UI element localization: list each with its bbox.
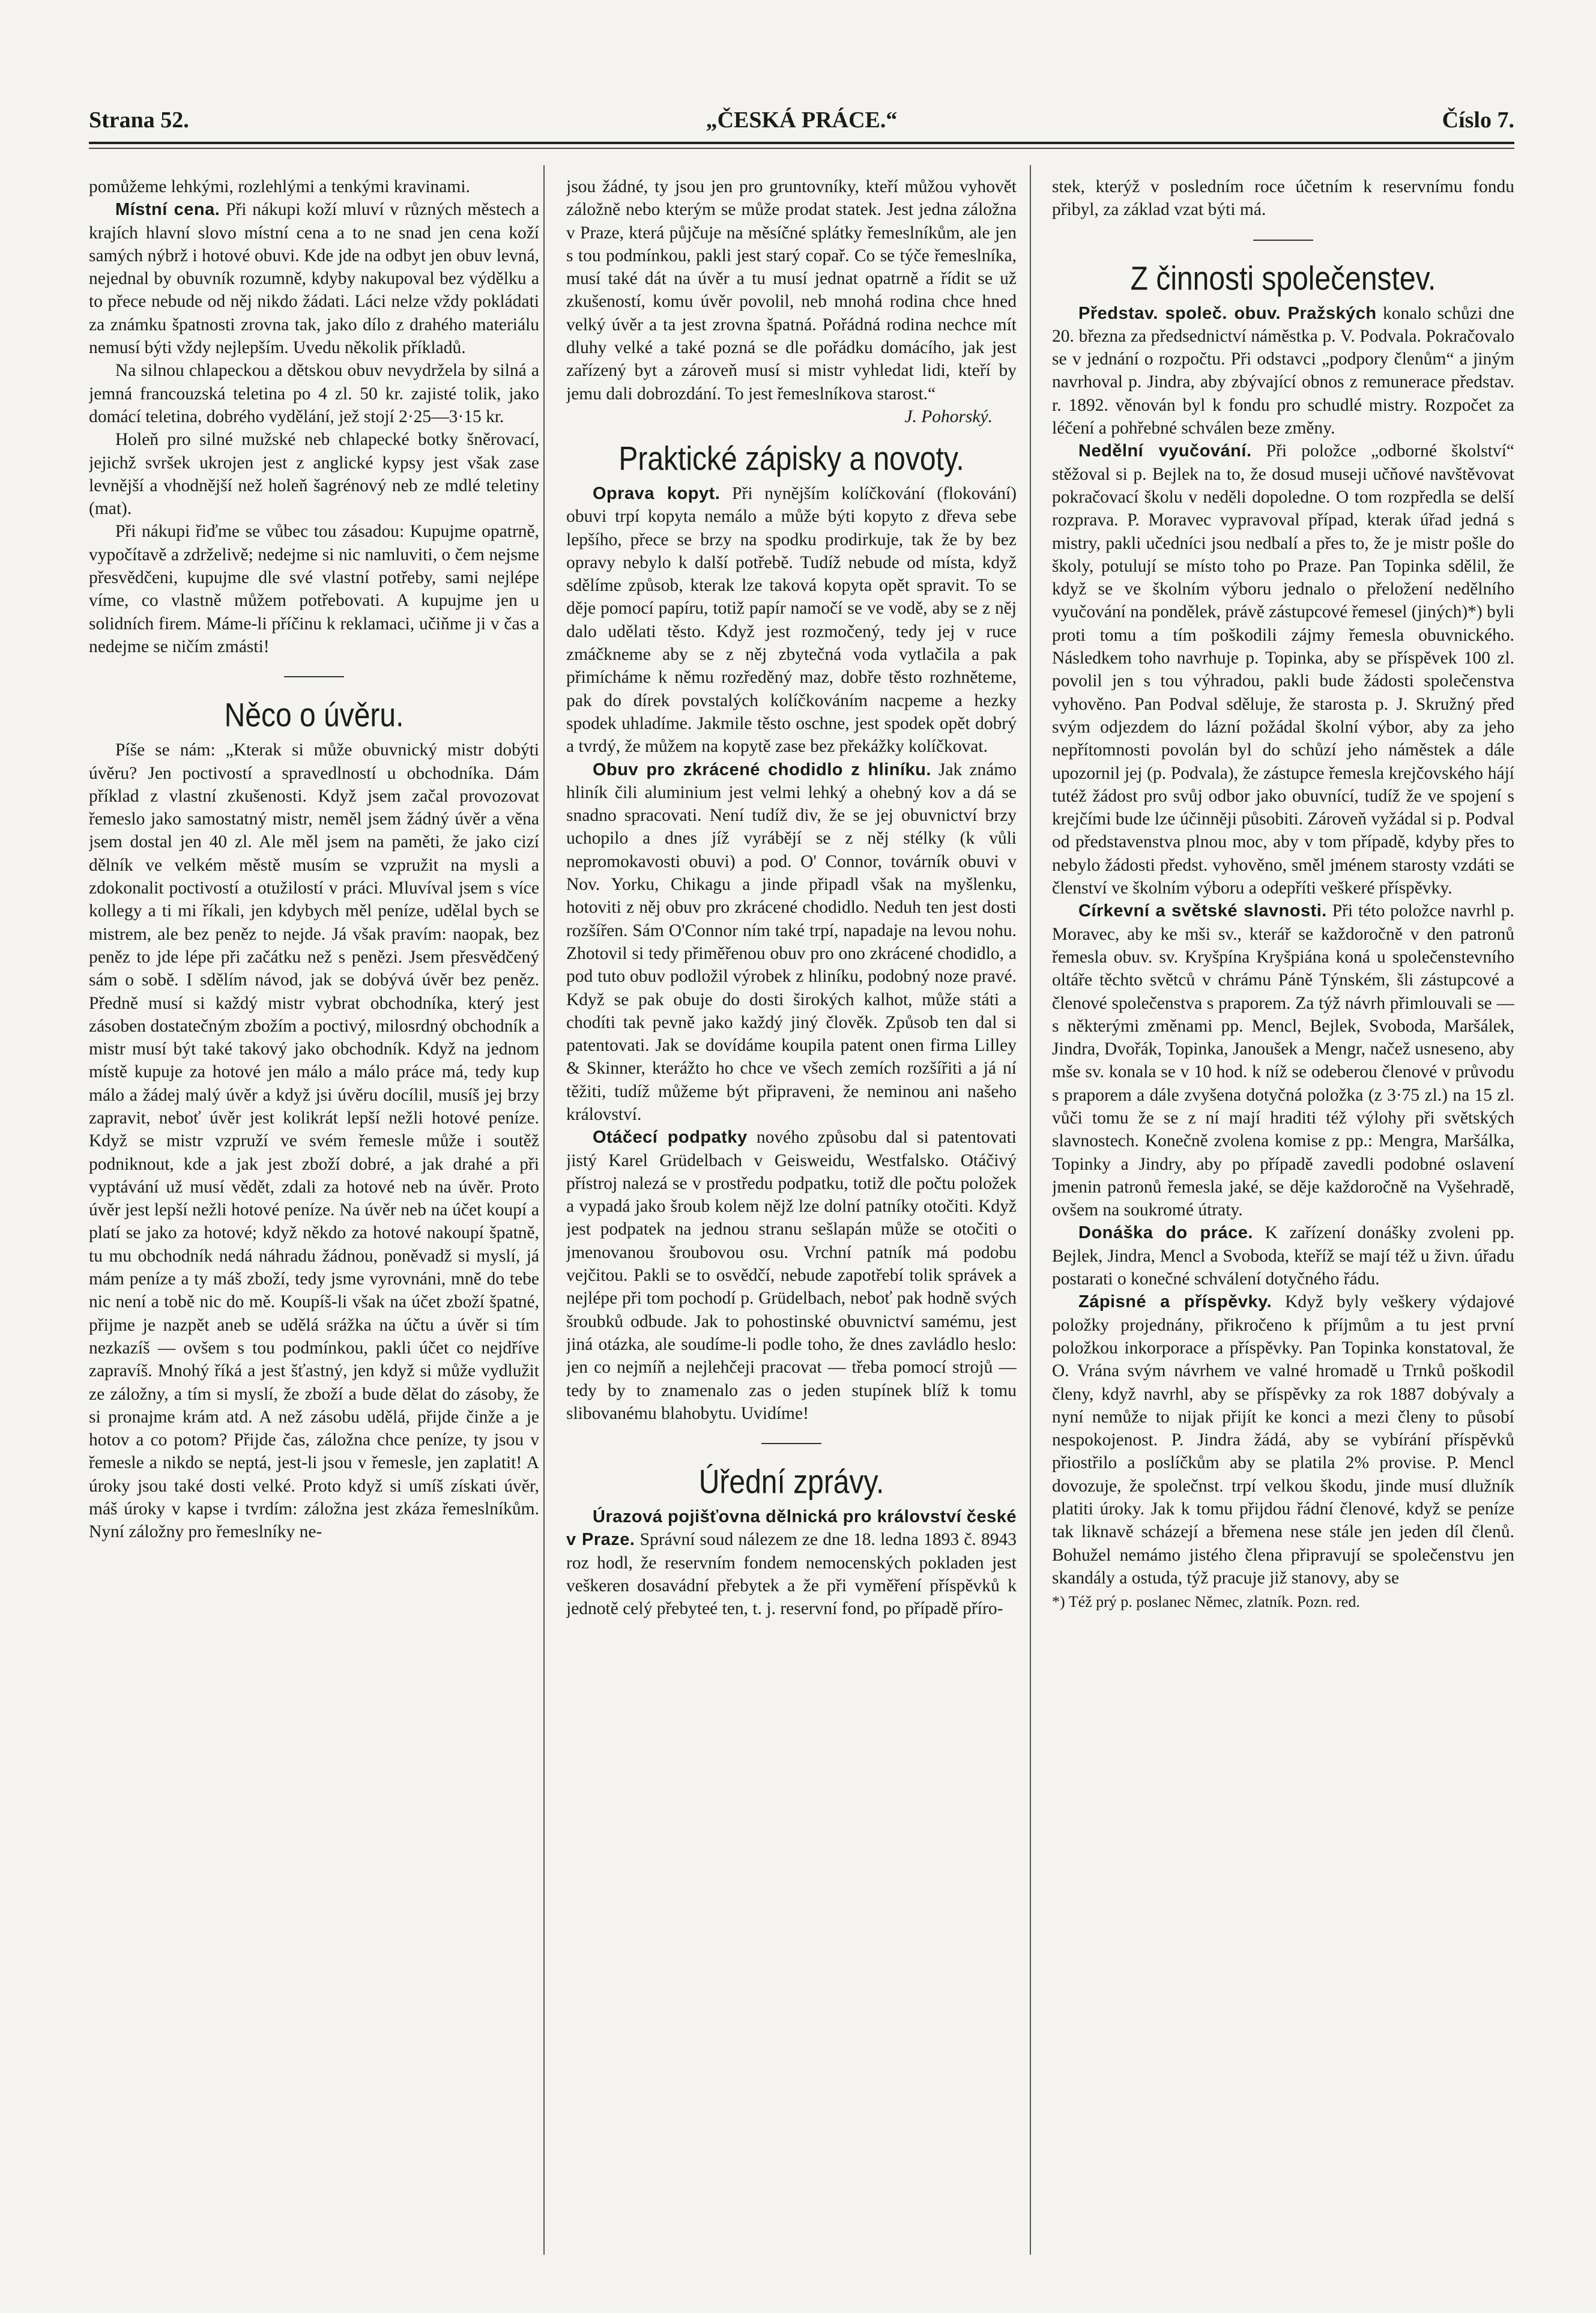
- paragraph-predstav: [1052, 302, 1514, 440]
- run-in-heading: Obuv pro zkrácené chodidlo z hliníku.: [593, 760, 931, 779]
- paragraph-text: Při nynějším kolíčkování (flokování) obuvi trpí kopyta nemálo a může býti kopyto z dřeva sebe lepšího, přece se brzy na spodku prodirkuje, tak že by bez opravy nebylo k další potřebě. Tudíž nebude od místa, když sdělíme způsob, kterak lze taková kopyta opět spravit. To se děje pomocí papíru, totiž papír namočí se ve vodě, aby se z něj dalo udělati těsto. Když jest rozmočený, tedy jej v ruce zmáčkneme aby se z něj zbytečná voda vytlačila a pak přimícháme k němu rozředěný maz, dobře těsto rozhněteme, pak do dírek povstalých kolíčkováním nacpeme a hezky spodek uhladíme. Jakmile těsto oschne, jest spodek opět dobrý a tvrdý, že můžem na kopytě zase bez překážky kolíčkovat.: [566, 483, 1017, 757]
- paragraph-text: Když byly veškery výdajové položky projednány, přikročeno k příjmům a tu jest první položkou inkorporace a příspěvky. Pan Topinka konstatoval, že O. Vrána svým návrhem ve valné hromadě u Trnků poškodil členy, když navrhl, aby se příspěvky za rok 1887 dobývaly a nyní nemůže to nijak přijít ke konci a mezi členy to působí nespokojenost. P. Jindra žádá, aby se vybírání příspěvků přiostřilo a poslíčkům aby se platila 2% provise. P. Mencl dovozuje, že společnst. trpí velkou škodu, jinde musí dlužník platiti úroky. Jak k tomu přijdou řádní členové, když se peníze tak liknavě scházejí a břemena nese stále jen jeden díl členů. Bohužel nemámo jistého člena připravují se společenstvu jen skandály a ostuda, týž pracuje již stanovy, aby se: [1052, 1292, 1514, 1588]
- paragraph-text: konalo schůzi dne 20. března za předsednictví náměstka p. V. Podvala. Pokračovalo se v jednání o rozpočtu. Při odstavci „podpory členům“ a jiným navrhoval p. Jindra, aby zbývající obnos z remunerace představ. r. 1892. věnován byl k fondu pro schudlé mistry. Rozpočet za léčení a pohřebné schválen beze změny.: [1052, 303, 1514, 438]
- header-rule: [89, 142, 1514, 144]
- section-separator: [1253, 240, 1313, 241]
- header-rule-thin: [89, 148, 1514, 149]
- page-number: Strana 52.: [89, 107, 189, 133]
- run-in-heading: Představ. společ. obuv. Pražských: [1078, 303, 1377, 323]
- paragraph-text: Jak známo hliník čili aluminium jest velmi lehký a ohebný kov a dá se snadno spracovati. Není tudíž div, že se jej obuvnictví brzy uchopilo a dnes jíž vyrábějí se z něj stélky (k vůli nepromokavosti obuvi) a pod. O' Connor, továrník obuvi v Nov. Yorku, Chikagu a jinde připadl však na myšlenku, hotoviti z něj obuv pro zkrácené chodidlo. Neduh ten jest dosti rozšířen. Sám O'Connor ním také trpí, napadaje na levou nohu. Zhotovil si tedy přiměřenou obuv pro ono zkrácené chodidlo, a pod tuto obuv podložil výrobek z hliníku, podobný noze pravé. Když se pak obuje do dosti širokých kalhot, může státi a chodíti tak pevně jako každý jiný člověk. Způsob ten dal si patentovati. Jak se dovídáme koupila patent onen firma Lilley & Skinner, kterážto ho chce ve všech zemích rozšířiti a já ní těžiti, tudíž můžeme být připraveni, že neminou ani našeho království.: [566, 760, 1017, 1124]
- paragraph-otaceci: [566, 1126, 1017, 1425]
- column-divider-1: [543, 165, 545, 2255]
- run-in-heading: Nedělní vyučování.: [1078, 441, 1252, 461]
- section-separator: [284, 676, 344, 677]
- column-2: [566, 175, 1017, 2277]
- paragraph-zapisne: [1052, 1290, 1514, 1589]
- section-separator: [761, 1443, 821, 1444]
- section-heading-cinnosti: Z činnosti společenstev.: [1130, 260, 1436, 297]
- paragraph: Holeň pro silné mužské neb chlapecké botky šněrovací, jejichž svršek ukrojen jest z anglické kypsy jest však zase levnější a vhodnější než holeň šagrénový neb ze mdlé teletiny (mat).: [89, 430, 539, 519]
- paragraph-text: Při této položce navrhl p. Moravec, aby ke mši sv., kterář se každoročně v den patronů řemesla obuv. sv. Kryšpína Kryšpiána koná u společenstevního oltáře těchto světců v chrámu Páně Týnském, šli zástupcové a členové společenstva s praporem. Za týž návrh přimlouvali se — s některými změnami pp. Mencl, Bejlek, Svoboda, Maršálek, Jindra, Dvořák, Topinka, Janoušek a Mengr, načež usneseno, aby mše sv. konala se v 10 hod. k níž se odeberou členové v průvodu s praporem a dále zvyšena dotyčná položka (z 3·75 zl.) na 15 zl. vůči tomu že se z ní mají hraditi též výlohy při světských slavnostech. Konečně zvolena komise z pp.: Mengra, Maršálka, Topinky a Jindry, aby po případě zavedli podobné oslavení jmenin patronů řemesla jaké, se děje každoročně na Vyšehradě, ovšem na soukromé útraty.: [1052, 901, 1514, 1220]
- run-in-heading: Místní cena.: [115, 200, 220, 220]
- issue-number: Číslo 7.: [1442, 107, 1514, 133]
- section-heading-uredni: Úřední zprávy.: [698, 1464, 884, 1501]
- footnote: *) Též prý p. poslanec Němec, zlatník. Pozn. red.: [1052, 1593, 1360, 1611]
- paragraph-text: jsou žádné, ty jsou jen pro gruntovníky, kteří můžou vyhovět záložně nebo kterým se může prodat statek. Jest jedna záložna v Praze, která půjčuje na měsíčné splátky řemeslníkům, ale jen s tou podmínkou, pakli jest starý copař. Co se týče řemeslníka, musí také dát na úvěr a tu musí jednat opatrně a řídit se už zkušeností, komu úvěr povolil, neb mnohá rodina chce hned velký úvěr a ta jest zrovna špatná. Pořádná rodina nechce mít dluhy velké a také pozná se dle pořádku domácího, jak jest zařízený byt a zároveň musí si mistr vyhledat lidi, kteří by jemu dali dobrozdání. To jest řemeslníkova starost.“: [566, 177, 1017, 404]
- paragraph-text: Při položce „odborné školství“ stěžoval si p. Bejlek na to, že dosud museji učňové navštěvovat pokračovací školu v neděli dopoledne. O tom rozpředla se delší rozprava. P. Moravec vypravoval případ, kterak úřad jedná s mistry, pakli učedníci jsou nedbalí a přes to, že je mistr pošle do školy, potulují se místo toho po Praze. Pan Topinka sdělil, že když se ve školním výboru jednalo o přeložení nedělního vyučování na pondělek, právě zástupcové řemesel (jiných)*) byli proti tomu a tím poškodili zájmy řemesla obuvnického. Následkem toho navrhuje p. Topinka, aby se příspěvek 100 zl. povolil jen s tou výhradou, pakli bude žádosti společenstva vyhověno. Pan Podval sděluje, že starosta p. J. Skružný před svým odjezdem do lázní požádal školní výbor, aby za jeho nepřítomnosti povolán byl do schůzí jeho náměstek a dále upozornil jej (p. Podvala), že zástupce řemesla krejčovského hájí tutéž žádost pro svůj odbor jako obuvnící, tudíž že ve spojení s krejčími bude lze účinněji působiti. Zároveň vyžádal si p. Podval od představenstva plnou moc, aby v tom případě, kdyby přes to nebylo žádosti předst. vyhověno, směl jménem starosty vzdáti se členství ve školním výboru a odepříti veškeré příspěvky.: [1052, 441, 1514, 898]
- paragraph-oprava: [566, 482, 1017, 758]
- paragraph-text: nového způsobu dal si patentovati jistý Karel Grüdelbach v Geisweidu, Westfalsko. Otáčivý přístroj nalezá se v prostředu podpatku, totiž dle počtu položek a vypadá jako šroub kolem nějž lze dolní patníky otočiti. Když jest podpatek na jednou stranu sešlapán může se otočiti o jmenovanou šroubovou osu. Vrchní patník má podobu vejčitou. Pakli se to osvědčí, nebude zapotřebí tolik správek a nejlépe při tom pochodí p. Grüdelbach, neboť pak hodně svých šroubků odbude. Jak to pohostinské obuvnictví samému, jest jiná otázka, ale soudíme-li podle toho, že dnes zavládlo heslo: jen co nejmíň a nejlehčeji pracovat — třeba pomocí strojů — tedy by to znamenalo zas o jeden stupínek blíž k tomu slibovanému blahobytu. Uvidíme!: [566, 1128, 1017, 1423]
- column-3: [1052, 175, 1514, 2277]
- paragraph-text: Při nákupi koží mluví v různých městech a krajích hlavní slovo místní cena a to ne snad jen cena koží samých nýbrž i hotové obuvi. Kde jde na odbyt jen obuv levná, nejednal by obuvník rozumně, kdyby nakupoval bez výdělku a to přece nebude od něj nikdo žádati. Láci nelze vždy pokládati za známku špatnosti zrovna tak, jako dílo z drahého materiálu nemusí býti vždy nejlepším. Uvedu několik příkladů.: [89, 200, 539, 358]
- paragraph: Na silnou chlapeckou a dětskou obuv nevydržela by silná a jemná francouzská teletina po 4 zl. 50 kr. zajisté tolik, jako domácí teletina, dobrého vydělání, jež stojí 2·25—3·15 kr.: [89, 361, 539, 426]
- author-signature: J. Pohorský.: [904, 407, 993, 426]
- run-in-heading: Zápisné a příspěvky.: [1078, 1292, 1272, 1312]
- section-heading-uver: Něco o úvěru.: [224, 697, 404, 734]
- paragraph-text: K zařízení donášky zvoleni pp. Bejlek, Jindra, Mencl a Svoboda, kteříž se mají též u živn. úřadu postarati o konečné schválení dotyčného řádu.: [1052, 1223, 1514, 1289]
- paragraph-obuv: [566, 758, 1017, 1126]
- paragraph-urazova: [566, 1505, 1017, 1620]
- run-in-heading: Donáška do práce.: [1078, 1223, 1253, 1243]
- paragraph: Při nákupi řiďme se vůbec tou zásadou: Kupujme opatrně, vypočítavě a zdrželivě; nedejme si nic namluviti, o čem nejsme přesvědčeni, kupujme dle své vlastní potřeby, sami nejlépe víme, co vlastně můžem potřebovati. A kupujme jen u solidních firem. Máme-li příčinu k reklamaci, učiňme ji v čas a nedejme se ničím zmásti!: [89, 522, 539, 656]
- paragraph: [566, 175, 1017, 426]
- run-in-heading: Úrazová pojišťovna dělnická pro království české v Praze.: [566, 1507, 1017, 1550]
- paragraph-mistni-cena: [89, 198, 539, 359]
- paragraph: Píše se nám: „Kterak si může obuvnický mistr dobýti úvěru? Jen poctivostí a spravedlností u obchodníka. Dám příklad z vlastní zkušenosti. Když jsem začal provozovat řemeslo jako samostatný mistr, neměl jsem žádný úvěr a věna jsem dostal jen 40 zl. Ale měl jsem na paměti, že jako cizí dělník ve velkém městě musím se vzpružit na mysli a zdokonalit poctivostí a otužilostí v práci. Mluvíval jsem s více kollegy a ti mi říkali, jen kdybych měl peníze, udělal bych se mistrem, ale bez peněz to nejde. Já však pravím: naopak, bez peněz to jde lépe při začátku než s penězi. Jsem přesvědčený sám o sobě. I sdělím návod, jak se dobývá úvěr bez peněz. Předně musí si každý mistr vybrat obchodníka, který jest zásoben dostatečným zbožím a poctivý, milosrdný obchodník a mistr musí být také takový jako obchodník. Když na jednom místě kupuje za hotové jen málo a málo práce má, tedy kup málo a žádej malý úvěr a když jsi úvěru docílil, musíš jej brzy zapravit, neboť úvěr jest kolikrát lepší nežli hotové peníze. Když se mistr vzpruží ve svém řemesle může i soutěž podniknout, kde a jak jest zboží dobré, a jak drahé a při vyptávání už musí vědět, zdali za hotové neb na úvěr. Proto úvěr jest lepší nežli hotové peníze. Na úvěr neb na účet koupí a platí se jako za hotové; když někdo za hotové nakoupí špatně, tu mu obchodník nedá náhradu žádnou, poněvadž si myslí, já mám peníze a ty máš zboží, tedy jsme vyrovnáni, mně do tebe nic není a tobě nic do mě. Koupíš-li však na účet zboží špatné, přijme je nazpět aneb se udělá srážka na účtu a úvěr si tím nezkazíš — ovšem s tou podmínkou, pakli účet co nejdříve zapravíš. Mnohý říká a jest šťastný, jen když si může vydlužit ze záložny, a tím si myslí, že zboží a bude dělat do zásoby, že si pronajme krám atd. A než zásobu udělá, přijde činže a je hotov a co potom? Přijde čas, záložna chce peníze, ty jsou v řemesle a nikdo se neptá, jest-li jsou v řemesle, jen zaplatit! A úroky jsou také dosti velké. Proto když si umíš získati úvěr, máš úroky v kapse i tvrdím: záložna jest zkáza řemeslníkům. Nyní záložny pro řemeslníky ne-: [89, 740, 539, 1542]
- page-header: [89, 107, 1514, 142]
- column-1: [89, 175, 539, 2277]
- paragraph-text: Správní soud nálezem ze dne 18. ledna 1893 č. 8943 roz hodl, že reservním fondem nemocenských pokladen jest veškeren dosavádní přebytek a že při vyměření příspěvků k jednotě celý přebyteé ten, t. j. reservní fond, po případě příro-: [566, 1530, 1017, 1619]
- section-heading-prakticke: Praktické zápisky a novoty.: [618, 440, 964, 477]
- paragraph-cirkevni: [1052, 900, 1514, 1221]
- run-in-heading: Oprava kopyt.: [593, 483, 721, 503]
- run-in-heading: Otáčecí podpatky: [593, 1128, 748, 1147]
- newspaper-title: „ČESKÁ PRÁCE.“: [706, 107, 898, 133]
- paragraph-donaska: [1052, 1221, 1514, 1290]
- paragraph: pomůžeme lehkými, rozlehlými a tenkými kravinami.: [89, 177, 470, 196]
- column-divider-2: [1030, 165, 1031, 2255]
- paragraph-nedelni: [1052, 440, 1514, 900]
- paragraph: stek, kterýž v posledním roce účetním k reservnímu fondu přibyl, za základ vzat býti má.: [1052, 177, 1514, 220]
- run-in-heading: Církevní a světské slavnosti.: [1078, 901, 1327, 921]
